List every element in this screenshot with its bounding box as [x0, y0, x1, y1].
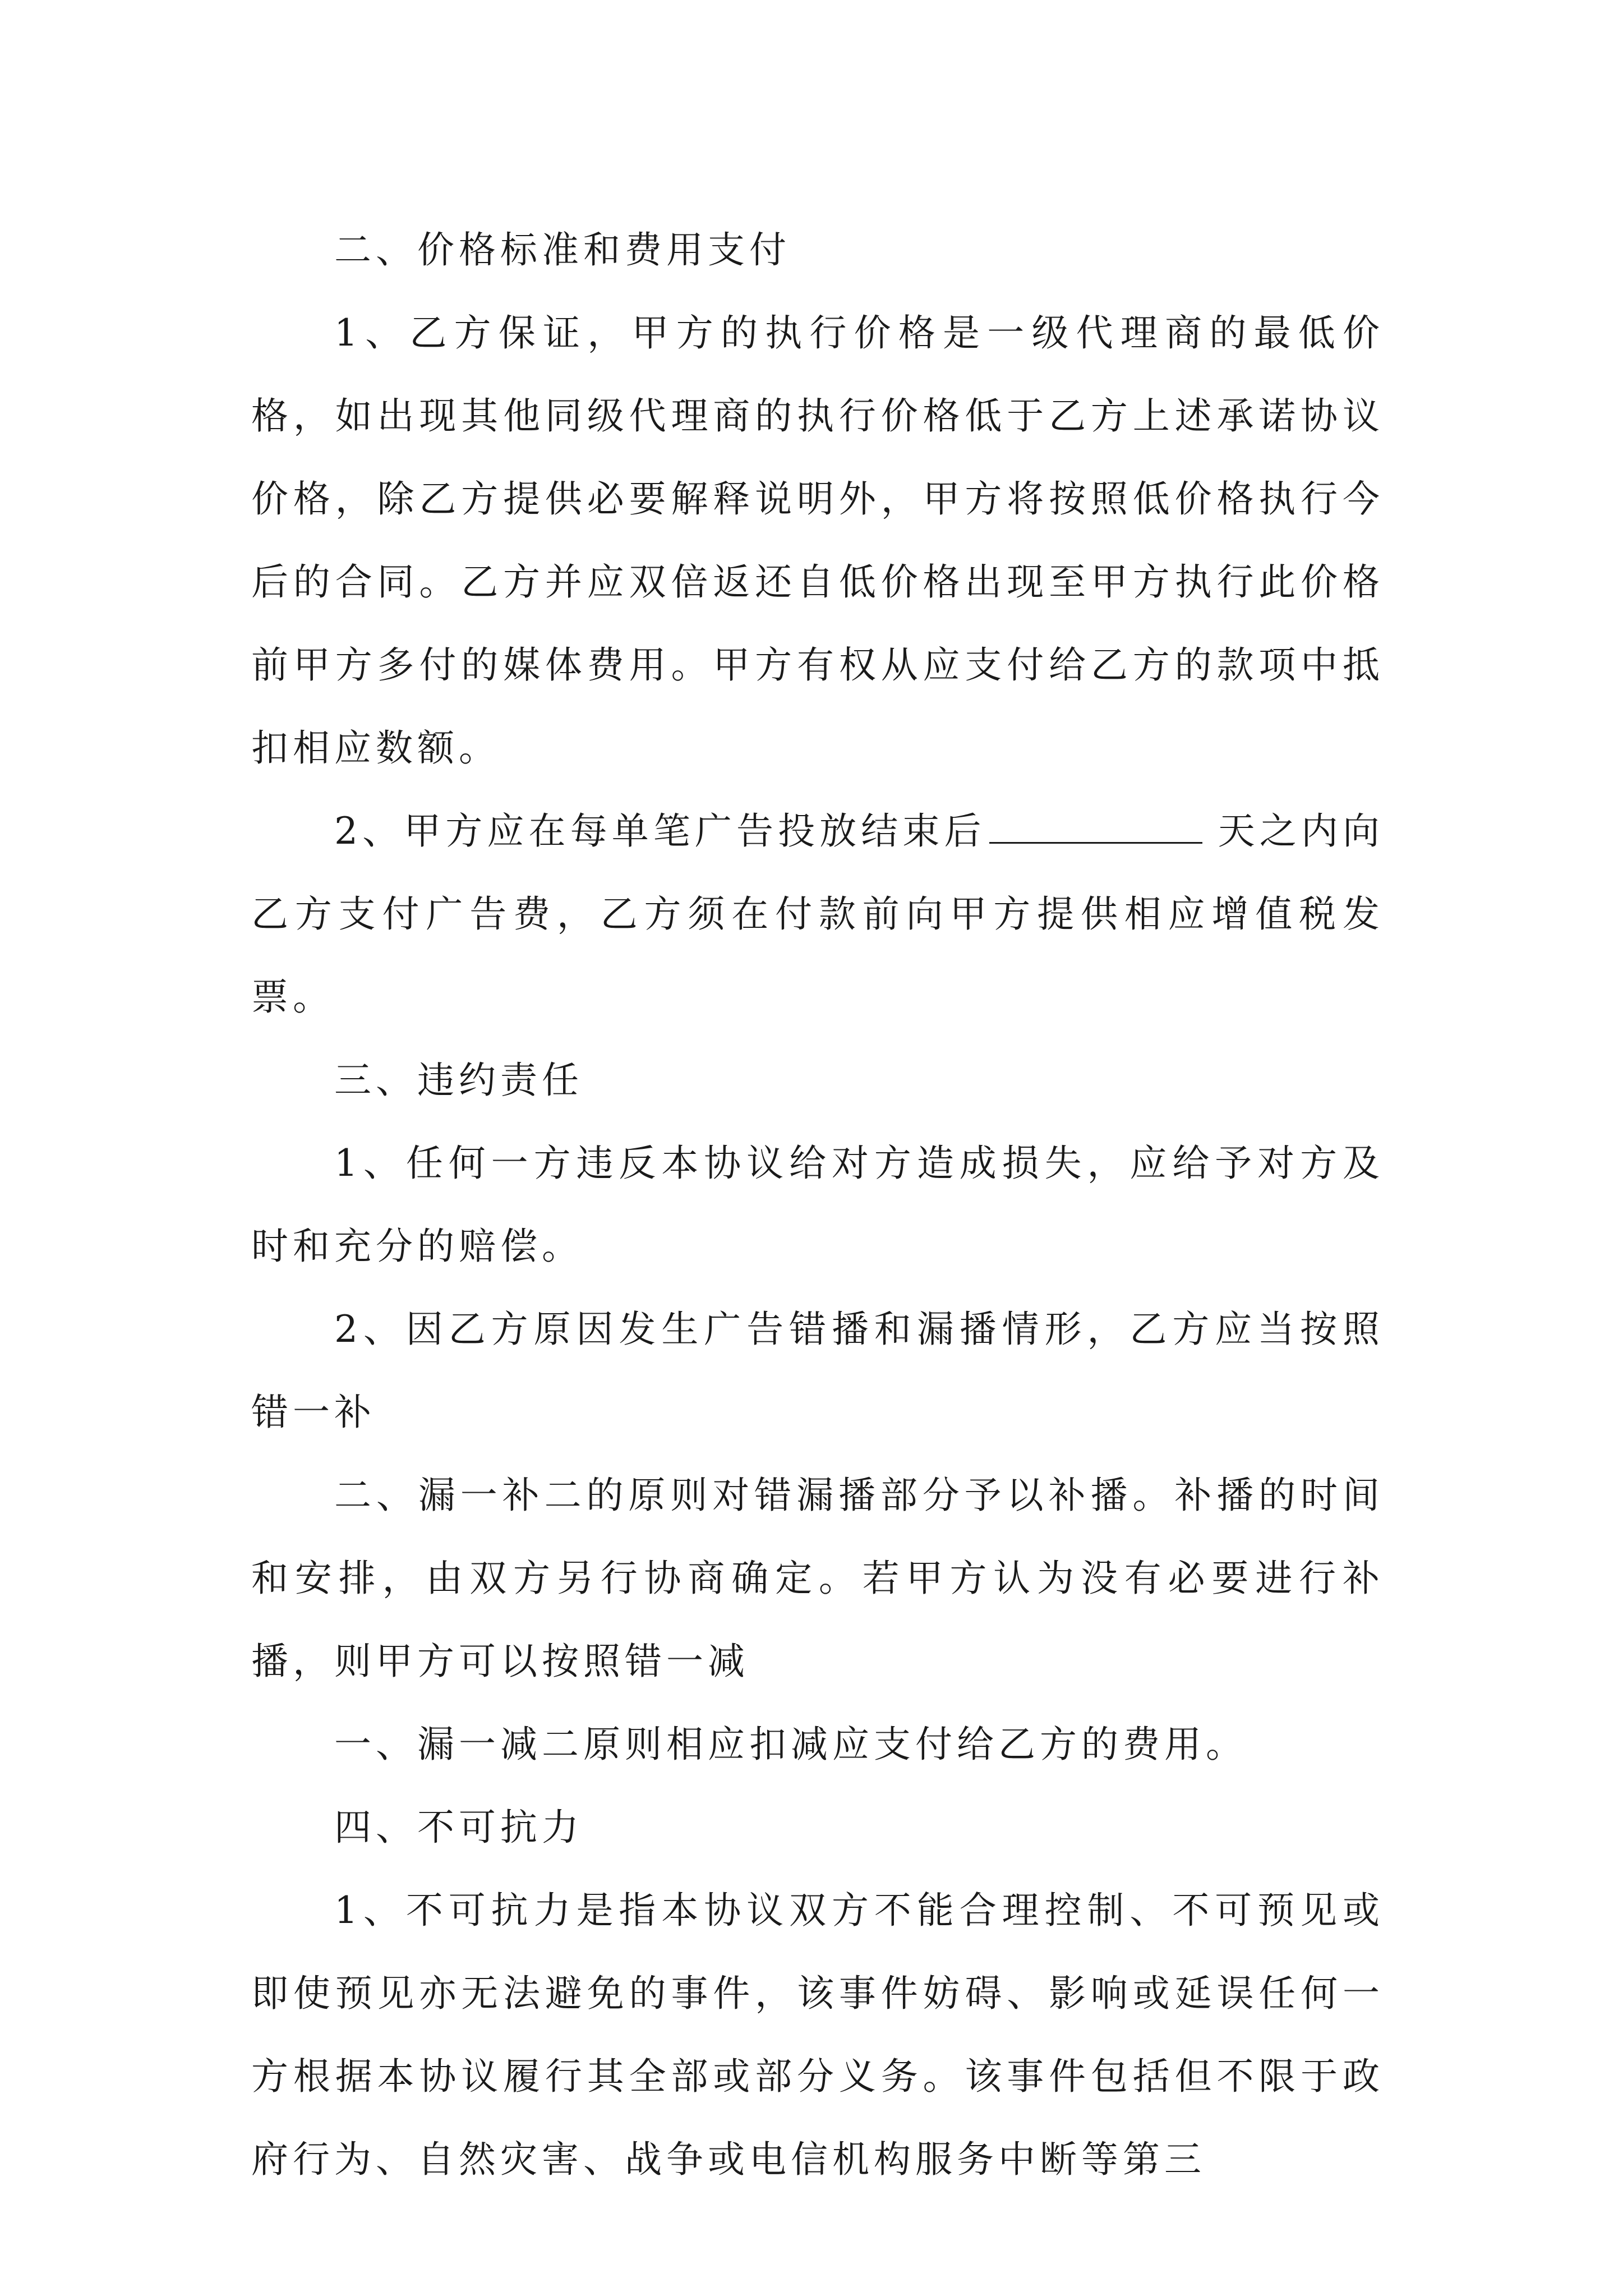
clause-payment-terms-start: 2、甲方应在每单笔广告投放结束后	[334, 809, 986, 853]
section-heading-pricing: 二、价格标准和费用支付	[334, 228, 791, 272]
document-body	[251, 209, 1384, 2201]
clause-payment-terms-end: 天之内向乙方支付广告费，乙方须在付款前向甲方提供相应增值税发票。	[251, 809, 1384, 1019]
section-heading-liability: 三、违约责任	[334, 1059, 583, 1102]
clause-price-guarantee: 1、乙方保证，甲方的执行价格是一级代理商的最低价格，如出现其他同级代理商的执行价格低于乙方上述承诺协议价格，除乙方提供必要解释说明外，甲方将按照低价格执行今后的合同。乙方并应双倍返还自低价格出现至甲方执行此价格前甲方多付的媒体费用。甲方有权从应支付给乙方的款项中抵扣相应数额。	[251, 311, 1384, 770]
clause-rebroadcast: 二、漏一补二的原则对错漏播部分予以补播。补播的时间和安排，由双方另行协商确定。若甲方认为没有必要进行补播，则甲方可以按照错一减	[251, 1474, 1384, 1683]
payment-days-blank	[989, 814, 1202, 844]
clause-fee-deduction: 一、漏一减二原则相应扣减应支付给乙方的费用。	[334, 1723, 1247, 1766]
section-heading-force-majeure: 四、不可抗力	[334, 1806, 583, 1849]
clause-force-majeure-definition: 1、不可抗力是指本协议双方不能合理控制、不可预见或即使预见亦无法避免的事件，该事件妨碍、影响或延误任何一方根据本协议履行其全部或部分义务。该事件包括但不限于政府行为、自然灾害、战争或电信机构服务中断等第三	[251, 1889, 1384, 2181]
clause-misbroadcast: 2、因乙方原因发生广告错播和漏播情形，乙方应当按照错一补	[251, 1308, 1384, 1434]
clause-payment-terms	[251, 790, 1384, 1039]
clause-compensation: 1、任何一方违反本协议给对方造成损失，应给予对方及时和充分的赔偿。	[251, 1142, 1384, 1268]
